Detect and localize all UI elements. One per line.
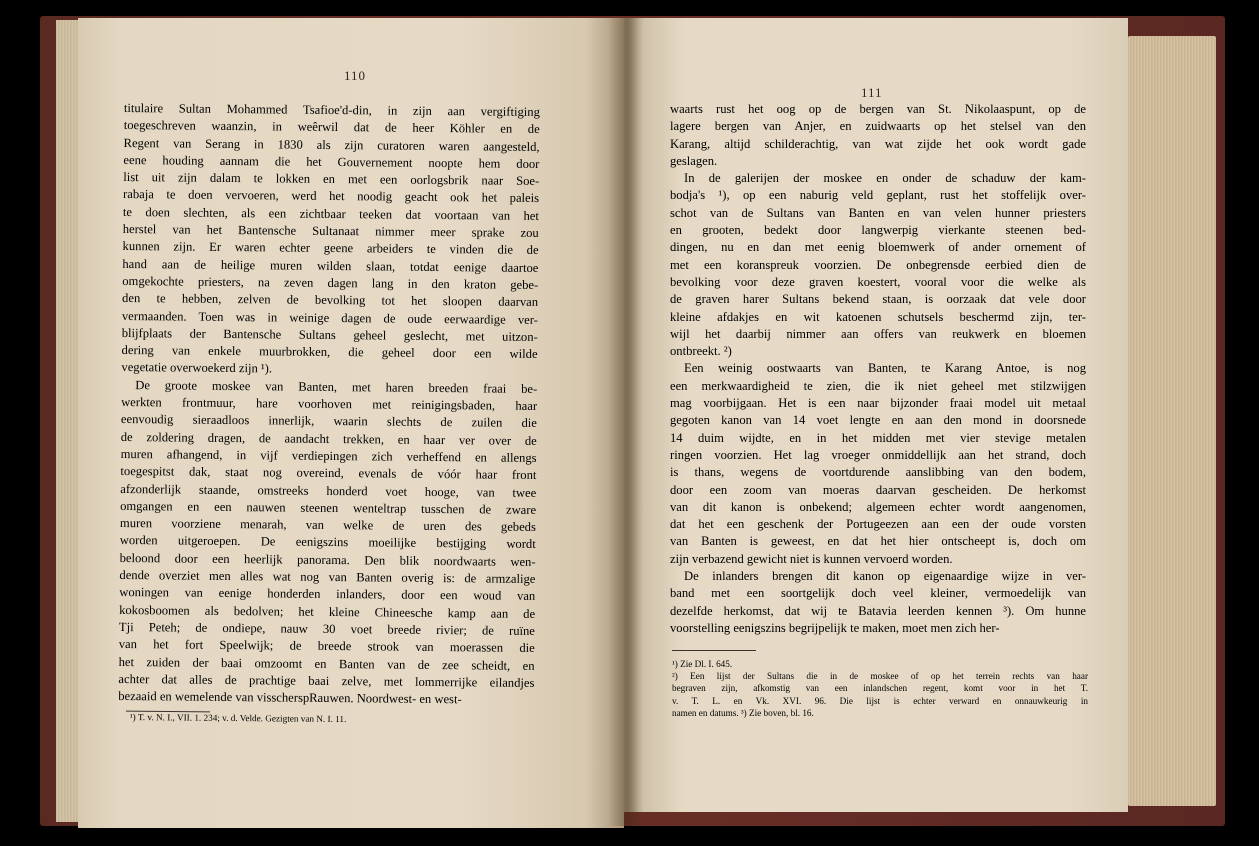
text-line: eenvoudig sieraadloos innerlijk, waarin slechts de zuilen die [120,412,537,431]
text-line: list uit zijn dalam te lokken en met een oorlogsbrik naar Soe- [123,170,540,189]
text-line: dering van enkele muurbrokken, die geheel door een wilde [121,343,538,362]
text-line: waarts rust het oog op de bergen van St. Nikolaaspunt, op de [670,102,1086,116]
right-page-edges [1128,36,1216,806]
text-line: een merkwaardigheid te zien, die ik niet geheel met stilzwijgen [670,378,1086,393]
text-line: kunnen zijn. Er waren echter geene arbeiders te vinden die de [122,239,539,258]
text-line: de zoldering dragen, de aandacht trekken, en haar ver over de [120,429,537,448]
right-footnote-rule [672,650,756,651]
text-line: hand aan de heilige muren wilden slaan, totdat eenige daartoe [122,256,539,275]
text-line: muren voorziene menarah, van welke de uren des gebeds [119,516,536,535]
text-line: lagere bergen van Anjer, en zuidwaarts op het stelsel van den [670,119,1086,134]
footnote-line: namen en datums. ³) Zie boven, bl. 16. [672,707,814,718]
text-line: band met een soortgelijk doch veel kleiner, vermoedelijk van [670,586,1086,601]
text-line: titulaire Sultan Mohammed Tsafioe'd-din, in zijn aan vergiftiging [123,100,540,119]
text-line: woningen van eenige honderden inlanders, door een woud van [119,585,536,604]
text-line: ontbreekt. ²) [670,344,732,359]
text-line: vegetatie overwoekerd zijn ¹). [121,360,273,376]
book-gutter [608,18,644,826]
text-line: en grooten, bedekt door langwerpig vierkante steenen bed- [670,223,1086,238]
right-footnotes [672,658,1088,719]
text-line: Een weinig oostwaarts van Banten, te Karang Antoe, is nog [684,361,1086,376]
text-line: Regent van Serang in 1830 als zijn curatoren waren aangesteld, [123,135,540,154]
text-line: zijn verbazend gewicht niet is kunnen vervoerd worden. [670,551,953,566]
text-line: Tji Peteh; de ondiepe, nauw 30 voet breede rivier; de ruïne [118,619,535,638]
text-line: omgekochte priesters, na zeven dagen lang in den kraton gebe- [122,273,539,292]
footnote-line: ²) Een lijst der Sultans die in de moskee of op het terrein rechts van haar [672,671,1088,682]
footnote-line: begraven zijn, afkomstig van een inlandschen regent, komt voor in het T. [672,683,1088,694]
text-line: geslagen. [670,153,718,168]
text-line: te doen slechten, als een zichtbaar teeken dat voortaan van het [122,204,539,223]
text-line: ringen voorzien. Het lag vroeger onmiddellijk aan het strand, doch [670,447,1086,462]
left-page-number: 110 [344,68,367,83]
text-line: bezaaid en wemelende van visscherspRauwen. Noordwest- en west- [118,689,462,707]
text-line: mag voorbijgaan. Het is een naar bijzonder fraai model uit metaal [670,396,1086,411]
right-page-body [670,101,1086,637]
text-line: De groote moskee van Banten, met haren breeden fraai be- [135,377,538,396]
left-page-body [118,100,540,709]
left-page-edges [56,20,78,822]
footnote-line: ¹) T. v. N. I., VII. 1. 234; v. d. Velde. Gezigten van N. I. 11. [129,711,347,725]
text-line: gegoten kanon van 14 voet lengte en aan den mond in doorsnede [670,413,1086,428]
footnote-line: ¹) Zie Dl. I. 645. [672,659,733,669]
text-line: is thans, wegens de voortdurende aanslibbing van den bodem, [670,465,1086,480]
right-page-number: 111 [861,85,883,100]
text-line: door een zoom van moeras daarvan gescheiden. De herkomst [670,482,1086,497]
text-line: dende overziet men alles wat nog van Banten overig is: de armzalige [119,567,536,586]
text-line: 14 duim wijdte, en in het midden met vier stevige metalen [670,430,1086,445]
text-line: blijfplaats der Bantensche Sultans geheel geslecht, met uitzon- [121,325,538,344]
text-line: toegespitst dak, staat nog overeind, evenals de vóór haar front [120,464,537,483]
text-line: toegeschreven waanzin, in weêrwil dat de heer Köhler en de [123,118,540,137]
text-line: van Banten is geweest, en dat het hier ontscheept is, doch om [670,534,1086,549]
text-line: kokosboomen als bedolven; het kleine Chineesche kamp aan de [119,602,536,621]
text-line: dat het een geschenk der Portugeezen aan een der oude vorsten [670,517,1086,532]
text-line: werkten frontmuur, hare voorhoven met reinigingsbaden, haar [121,395,538,414]
text-line: muren afhangend, in vijf verdiepingen zich verheffend en allengs [120,446,537,465]
text-line: dingen, nu en dan met eenig bloemwerk of ander ornement of [670,240,1086,255]
text-line: vermaanden. Toen was in weinige dagen de oude eerwaardige ver- [121,308,538,327]
text-line: De inlanders brengen dit kanon op eigenaardige wijze in ver- [684,569,1086,584]
text-line: herstel van het Bantensche Sultanaat nimmer meer sprake zou [122,222,539,241]
text-line: In de galerijen der moskee en onder de schaduw der kam- [684,171,1086,186]
text-line: wijl het daarbij nimmer aan offers van reukwerk en bloemen [670,326,1086,341]
text-line: eene houding aannam die het Gouvernement noopte hem door [123,152,540,171]
text-line: met een koranspreuk voorzien. De onbegrensde eerbied dien de [670,257,1086,272]
text-line: beloond door een heerlijk panorama. Den blik noordwaarts wen- [119,550,536,569]
text-line: afzonderlijk staande, omstreeks honderd voet hooge, van twee [120,481,537,500]
text-line: Karang, altijd schilderachtig, van wat zijde het ook wordt gade [670,136,1086,151]
text-line: kleine afdakjes en wit katoenen schutsels beschermd zijn, ter- [670,309,1086,324]
text-line: van het fort Speelwijk; de breede strook van moerassen die [118,637,535,656]
text-line: achter dat alles de prachtige baai zelve, met lommerrijke eilandjes [118,671,535,690]
text-line: dezelfde herkomst, dat wij te Batavia leerden kennen ³). Om hunne [670,603,1086,618]
text-line: voorstelling eenigszins begrijpelijk te maken, moet men zich her- [670,620,1000,635]
text-line: van dit kanon is onbekend; algemeen echter wordt aangenomen, [670,499,1086,514]
footnote-line: v. T. L. en Vk. XVI. 96. Die lijst is echter verward en onnauwkeurig in [672,695,1088,706]
text-line: omgangen en een nauwen steenen wenteltrap tusschen de zware [120,498,537,517]
text-line: het zuiden der baai omzoomt en Banten van de zee scheidt, en [118,654,535,673]
text-line: bevolking voor deze graven koestert, vooral voor die welke als [670,274,1086,289]
text-line: worden uitgeroepen. De eenigszins moeilijke bestijging wordt [119,533,536,552]
text-line: bodja's ¹), op een naburig veld geplant, rust het stoffelijk over- [670,188,1086,203]
text-line: den te hebben, zelven de bevolking tot het sloopen daarvan [122,291,539,310]
text-line: de graven harer Sultans bekend staan, is oorzaak dat vele door [670,292,1086,307]
text-line: rabaja te doen vervoeren, werd het noodig geacht ook het paleis [123,187,540,206]
text-line: schot van de Sultans van Banten en van velen hunner priesters [670,205,1086,220]
